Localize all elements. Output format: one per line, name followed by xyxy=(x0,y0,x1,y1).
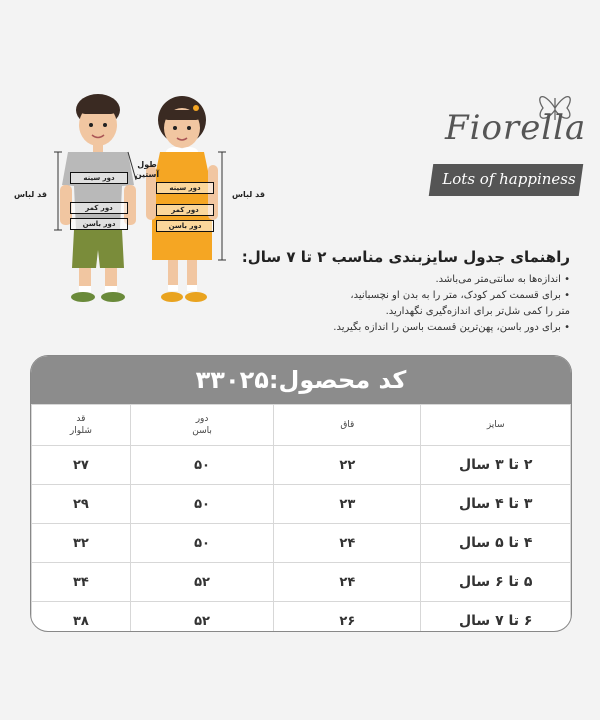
guide-item: متر را کمی شل‌تر برای اندازه‌گیری نگهدارید. xyxy=(385,306,570,317)
boy-sleeve-length-label: طول آستین xyxy=(134,160,160,179)
guide-item: • برای قسمت کمر کودک، متر را به بدن او نچسبانید، xyxy=(350,290,570,301)
header-hip-text: دور باسن xyxy=(192,414,212,436)
size-table-card xyxy=(30,355,572,632)
cell-length: ۲۴ xyxy=(274,524,421,563)
cell-pants-length: ۳۲ xyxy=(32,524,131,563)
guide-item: • اندازه‌ها به سانتی‌متر می‌باشد. xyxy=(435,274,570,285)
cell-size: ۳ تا ۴ سال xyxy=(421,485,571,524)
table-row xyxy=(32,524,571,563)
cell-size: ۲ تا ۳ سال xyxy=(421,446,571,485)
cell-pants-length: ۳۸ xyxy=(32,602,131,633)
boy-hip-label: دور باسن xyxy=(70,218,128,230)
header-hip xyxy=(130,405,273,446)
guide-title: راهنمای جدول سایزبندی مناسب ۲ تا ۷ سال: xyxy=(241,248,570,266)
boy-figure xyxy=(54,94,136,302)
cell-pants-length: ۳۴ xyxy=(32,563,131,602)
cell-size: ۵ تا ۶ سال xyxy=(421,563,571,602)
guide-item: • برای دور باسن، پهن‌ترین قسمت باسن را اندازه بگیرید. xyxy=(333,322,570,333)
cell-size: ۶ تا ۷ سال xyxy=(421,602,571,633)
girl-figure xyxy=(146,96,226,302)
boy-chest-label: دور سینه xyxy=(70,172,128,184)
table-header-row xyxy=(32,405,571,446)
girl-waist-label: دور کمر xyxy=(156,204,214,216)
cell-hip: ۵۲ xyxy=(130,602,273,633)
girl-chest-label: دور سینه xyxy=(156,182,214,194)
table-row xyxy=(32,485,571,524)
table-row xyxy=(32,602,571,633)
size-illustration xyxy=(0,90,270,310)
cell-length: ۲۶ xyxy=(274,602,421,633)
brand-tagline: Lots of happiness xyxy=(442,170,576,188)
header-pants-length xyxy=(32,405,131,446)
guide-list xyxy=(270,272,570,336)
cell-length: ۲۳ xyxy=(274,485,421,524)
table-row xyxy=(32,446,571,485)
cell-length: ۲۴ xyxy=(274,563,421,602)
cell-pants-length: ۲۹ xyxy=(32,485,131,524)
boy-garment-length-label: قد لباس xyxy=(14,190,47,199)
cell-pants-length: ۲۷ xyxy=(32,446,131,485)
girl-hip-label: دور باسن xyxy=(156,220,214,232)
cell-hip: ۵۰ xyxy=(130,446,273,485)
cell-size: ۴ تا ۵ سال xyxy=(421,524,571,563)
table-row xyxy=(32,563,571,602)
cell-hip: ۵۰ xyxy=(130,485,273,524)
cell-length: ۲۲ xyxy=(274,446,421,485)
brand-logo xyxy=(425,88,585,208)
header-pants-length-text: قد شلوار xyxy=(69,414,92,436)
header-length: قاق xyxy=(274,405,421,446)
cell-hip: ۵۰ xyxy=(130,524,273,563)
product-code-title: کد محصول:۳۳۰۲۵ xyxy=(31,356,571,404)
cell-hip: ۵۲ xyxy=(130,563,273,602)
children-illustration xyxy=(0,90,270,310)
boy-waist-label: دور کمر xyxy=(70,202,128,214)
brand-name: Fiorella xyxy=(445,108,587,148)
header-size: سایز xyxy=(421,405,571,446)
girl-garment-length-label: قد لباس xyxy=(232,190,265,199)
size-table xyxy=(31,404,571,632)
